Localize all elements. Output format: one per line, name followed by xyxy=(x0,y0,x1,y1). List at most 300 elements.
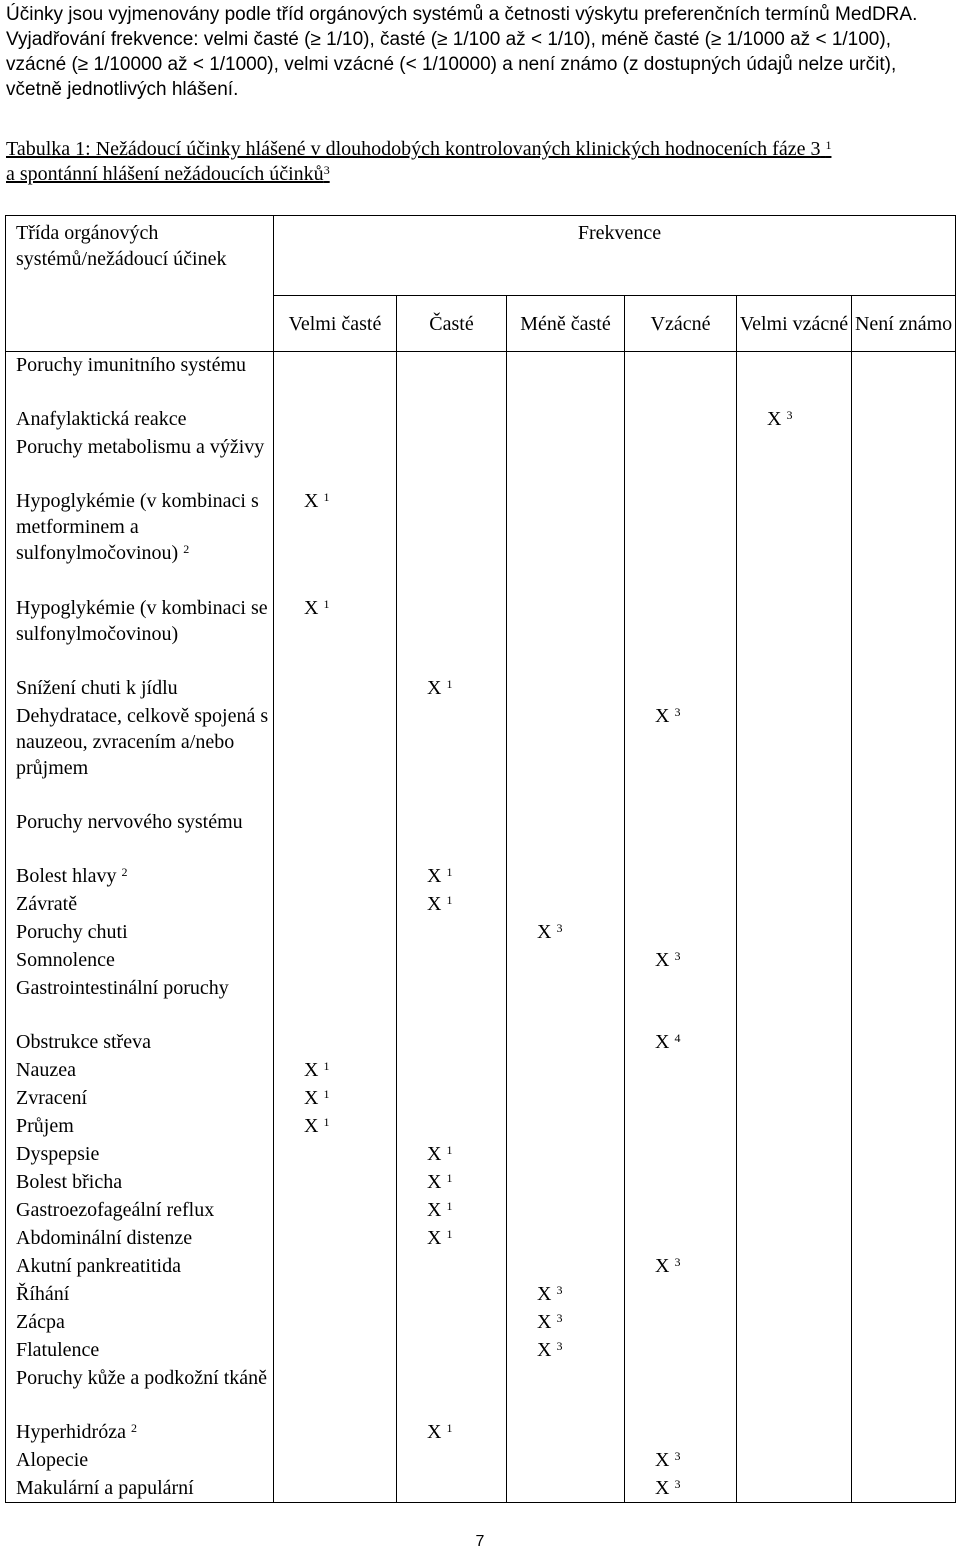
frequency-cell xyxy=(507,1169,625,1197)
frequency-cell xyxy=(852,1309,956,1337)
adverse-event-label xyxy=(6,488,274,595)
frequency-cell xyxy=(397,1169,507,1197)
frequency-cell xyxy=(274,1141,397,1169)
row-label-text: Dehydratace, celkově spojená s nauzeou, zvracením a/nebo průjmem xyxy=(16,704,269,779)
soc-label xyxy=(6,975,274,1029)
frequency-cell xyxy=(625,1197,737,1225)
row-label-text: Hypoglykémie (v kombinaci se sulfonylmočovinou) xyxy=(16,596,268,645)
mark-text: X xyxy=(304,489,319,512)
frequency-cell xyxy=(852,891,956,919)
frequency-cell xyxy=(507,1365,625,1419)
frequency-cell xyxy=(507,1281,625,1309)
frequency-header: Frekvence xyxy=(274,216,956,296)
row-label-text: Bolest hlavy xyxy=(16,864,117,887)
frequency-cell xyxy=(737,891,852,919)
frequency-cell xyxy=(274,1365,397,1419)
frequency-cell xyxy=(852,1475,956,1503)
frequency-cell xyxy=(507,809,625,863)
frequency-cell xyxy=(852,675,956,703)
row-label-text: Hypoglykémie (v kombinaci s metforminem a sulfonylmočovinou) xyxy=(16,489,259,564)
frequency-cell xyxy=(737,1113,852,1141)
table-row xyxy=(6,1169,956,1197)
frequency-cell xyxy=(625,434,737,488)
frequency-cell xyxy=(737,1337,852,1365)
frequency-cell xyxy=(507,1447,625,1475)
frequency-cell xyxy=(625,703,737,809)
frequency-cell xyxy=(737,1197,852,1225)
frequency-cell xyxy=(852,1197,956,1225)
frequency-cell xyxy=(274,863,397,891)
soc-row xyxy=(6,352,956,406)
frequency-cell xyxy=(852,919,956,947)
frequency-cell xyxy=(625,975,737,1029)
mark-text: X xyxy=(537,1338,552,1361)
soc-row xyxy=(6,434,956,488)
frequency-mark xyxy=(397,1141,452,1167)
mark-text: X xyxy=(304,1114,319,1137)
frequency-mark xyxy=(397,863,452,889)
mark-text: X xyxy=(655,948,670,971)
table-row xyxy=(6,947,956,975)
mark-footnote: 1 xyxy=(446,676,453,691)
frequency-cell xyxy=(274,1253,397,1281)
frequency-cell xyxy=(507,406,625,434)
frequency-cell xyxy=(397,406,507,434)
frequency-cell xyxy=(507,1337,625,1365)
frequency-cell xyxy=(274,809,397,863)
adverse-event-label xyxy=(6,1447,274,1475)
frequency-mark xyxy=(274,1113,329,1139)
mark-text: X xyxy=(655,1030,670,1053)
frequency-cell xyxy=(397,809,507,863)
frequency-cell xyxy=(507,947,625,975)
adverse-event-label xyxy=(6,1309,274,1337)
frequency-cell xyxy=(397,1475,507,1503)
adverse-event-label xyxy=(6,863,274,891)
frequency-cell xyxy=(625,1141,737,1169)
frequency-cell xyxy=(274,1225,397,1253)
frequency-cell xyxy=(852,1029,956,1057)
table-row xyxy=(6,1141,956,1169)
label-footnote: 2 xyxy=(130,1420,137,1435)
table-row xyxy=(6,1029,956,1057)
frequency-cell xyxy=(852,1113,956,1141)
frequency-cell xyxy=(737,975,852,1029)
frequency-cell xyxy=(274,1309,397,1337)
frequency-mark xyxy=(274,595,329,621)
mark-text: X xyxy=(427,1198,442,1221)
frequency-mark xyxy=(507,1337,562,1363)
frequency-cell xyxy=(274,919,397,947)
mark-footnote: 1 xyxy=(446,1420,453,1435)
frequency-cell xyxy=(625,947,737,975)
frequency-mark xyxy=(507,1281,562,1307)
frequency-cell xyxy=(274,434,397,488)
frequency-cell xyxy=(397,352,507,406)
frequency-cell xyxy=(852,947,956,975)
table-row xyxy=(6,1197,956,1225)
table-row xyxy=(6,406,956,434)
frequency-cell xyxy=(737,1029,852,1057)
row-label-text: Poruchy nervového systému xyxy=(16,810,243,833)
frequency-cell xyxy=(507,1029,625,1057)
frequency-cell xyxy=(852,1169,956,1197)
frequency-mark xyxy=(397,891,452,917)
frequency-cell xyxy=(625,595,737,675)
table-row xyxy=(6,1475,956,1503)
mark-footnote: 1 xyxy=(446,1198,453,1213)
frequency-cell xyxy=(625,1085,737,1113)
frequency-cell xyxy=(274,352,397,406)
mark-footnote: 3 xyxy=(674,1476,681,1491)
row-label-text: Akutní pankreatitida xyxy=(16,1254,181,1277)
frequency-mark xyxy=(507,1309,562,1335)
frequency-cell xyxy=(625,1253,737,1281)
frequency-cell xyxy=(274,1197,397,1225)
frequency-cell xyxy=(507,1057,625,1085)
table-row xyxy=(6,675,956,703)
frequency-cell xyxy=(507,1113,625,1141)
adverse-event-label xyxy=(6,406,274,434)
frequency-cell xyxy=(507,352,625,406)
soc-row xyxy=(6,1365,956,1419)
frequency-mark xyxy=(274,1057,329,1083)
mark-footnote: 1 xyxy=(323,489,330,504)
mark-footnote: 3 xyxy=(556,1310,563,1325)
frequency-cell xyxy=(737,1085,852,1113)
frequency-cell xyxy=(397,975,507,1029)
mark-text: X xyxy=(655,704,670,727)
frequency-cell xyxy=(397,1309,507,1337)
frequency-cell xyxy=(737,1419,852,1447)
row-label-text: Gastrointestinální poruchy xyxy=(16,976,229,999)
mark-footnote: 1 xyxy=(323,596,330,611)
adverse-event-label xyxy=(6,675,274,703)
frequency-column-header: Není známo xyxy=(852,296,956,352)
adverse-event-label xyxy=(6,1337,274,1365)
frequency-mark xyxy=(625,947,680,973)
frequency-cell xyxy=(737,675,852,703)
row-label-text: Snížení chuti k jídlu xyxy=(16,676,178,699)
frequency-cell xyxy=(507,1225,625,1253)
frequency-column-header: Velmi časté xyxy=(274,296,397,352)
row-label-text: Flatulence xyxy=(16,1338,100,1361)
frequency-cell xyxy=(737,809,852,863)
frequency-cell xyxy=(274,1281,397,1309)
mark-footnote: 1 xyxy=(323,1058,330,1073)
frequency-cell xyxy=(737,947,852,975)
frequency-cell xyxy=(507,863,625,891)
adverse-events-table xyxy=(5,215,956,1503)
adverse-event-label xyxy=(6,919,274,947)
table-row xyxy=(6,488,956,595)
frequency-cell xyxy=(397,1447,507,1475)
frequency-cell xyxy=(625,1169,737,1197)
caption-text-2: a spontánní hlášení nežádoucích účinků xyxy=(6,163,324,185)
frequency-cell xyxy=(274,1085,397,1113)
mark-text: X xyxy=(537,1310,552,1333)
adverse-event-label xyxy=(6,1225,274,1253)
table-row xyxy=(6,1057,956,1085)
adverse-event-label xyxy=(6,1475,274,1503)
frequency-cell xyxy=(397,1085,507,1113)
frequency-cell xyxy=(274,1113,397,1141)
row-label-text: Alopecie xyxy=(16,1448,89,1471)
frequency-cell xyxy=(397,1365,507,1419)
frequency-cell xyxy=(737,1141,852,1169)
frequency-cell xyxy=(625,919,737,947)
label-footnote: 2 xyxy=(183,541,190,556)
mark-footnote: 1 xyxy=(323,1086,330,1101)
frequency-cell xyxy=(852,1419,956,1447)
mark-text: X xyxy=(655,1254,670,1277)
frequency-cell xyxy=(852,1085,956,1113)
frequency-cell xyxy=(625,1309,737,1337)
table-row xyxy=(6,1447,956,1475)
frequency-cell xyxy=(397,891,507,919)
frequency-cell xyxy=(852,1447,956,1475)
frequency-cell xyxy=(274,975,397,1029)
frequency-cell xyxy=(737,1225,852,1253)
frequency-mark xyxy=(397,1169,452,1195)
frequency-cell xyxy=(852,1225,956,1253)
frequency-cell xyxy=(852,1365,956,1419)
frequency-cell xyxy=(507,675,625,703)
row-label-text: Makulární a papulární xyxy=(16,1476,194,1499)
frequency-cell xyxy=(274,1169,397,1197)
frequency-cell xyxy=(397,1281,507,1309)
frequency-cell xyxy=(625,1113,737,1141)
row-label-text: Nauzea xyxy=(16,1058,76,1081)
adverse-event-label xyxy=(6,1419,274,1447)
row-label-text: Somnolence xyxy=(16,948,115,971)
frequency-cell xyxy=(852,352,956,406)
row-label-text: Poruchy kůže a podkožní tkáně xyxy=(16,1366,268,1389)
frequency-mark xyxy=(625,1253,680,1279)
frequency-cell xyxy=(397,1113,507,1141)
frequency-cell xyxy=(852,863,956,891)
frequency-mark xyxy=(397,1225,452,1251)
mark-text: X xyxy=(427,864,442,887)
frequency-cell xyxy=(507,975,625,1029)
frequency-cell xyxy=(737,406,852,434)
frequency-cell xyxy=(625,488,737,595)
table-row xyxy=(6,1419,956,1447)
adverse-event-label xyxy=(6,1057,274,1085)
frequency-cell xyxy=(397,703,507,809)
frequency-cell xyxy=(397,488,507,595)
frequency-mark xyxy=(274,1085,329,1111)
row-label-text: Poruchy chuti xyxy=(16,920,128,943)
table-row xyxy=(6,1113,956,1141)
table-row xyxy=(6,1281,956,1309)
frequency-cell xyxy=(507,1141,625,1169)
frequency-cell xyxy=(737,1057,852,1085)
row-label-text: Gastroezofageální reflux xyxy=(16,1198,215,1221)
frequency-cell xyxy=(397,675,507,703)
table-row xyxy=(6,1085,956,1113)
row-label-text: Poruchy metabolismu a výživy xyxy=(16,435,265,458)
adverse-event-label xyxy=(6,1113,274,1141)
frequency-cell xyxy=(507,1197,625,1225)
table-row xyxy=(6,1225,956,1253)
frequency-cell xyxy=(507,434,625,488)
frequency-cell xyxy=(507,891,625,919)
frequency-cell xyxy=(852,809,956,863)
soc-label xyxy=(6,434,274,488)
frequency-cell xyxy=(274,1475,397,1503)
frequency-cell xyxy=(852,434,956,488)
frequency-cell xyxy=(852,595,956,675)
mark-text: X xyxy=(427,676,442,699)
mark-footnote: 1 xyxy=(446,892,453,907)
frequency-cell xyxy=(397,595,507,675)
frequency-cell xyxy=(507,919,625,947)
mark-footnote: 3 xyxy=(674,1448,681,1463)
frequency-cell xyxy=(625,406,737,434)
frequency-cell xyxy=(397,434,507,488)
row-label-text: Poruchy imunitního systému xyxy=(16,354,246,376)
adverse-event-label xyxy=(6,891,274,919)
mark-footnote: 1 xyxy=(446,864,453,879)
row-label-text: Hyperhidróza xyxy=(16,1420,126,1443)
frequency-cell xyxy=(274,1029,397,1057)
frequency-cell xyxy=(397,863,507,891)
frequency-cell xyxy=(625,1029,737,1057)
frequency-cell xyxy=(737,1169,852,1197)
frequency-cell xyxy=(397,1197,507,1225)
row-label-text: Průjem xyxy=(16,1114,74,1137)
row-label-text: Zvracení xyxy=(16,1086,88,1109)
soc-label xyxy=(6,352,274,406)
adverse-event-label xyxy=(6,1197,274,1225)
frequency-cell xyxy=(625,1475,737,1503)
soc-label xyxy=(6,1365,274,1419)
table-row xyxy=(6,919,956,947)
frequency-mark xyxy=(737,406,792,432)
adverse-event-label xyxy=(6,1085,274,1113)
caption-text-1: Tabulka 1: Nežádoucí účinky hlášené v dlouhodobých kontrolovaných klinických hodnoceních fáze 3 xyxy=(6,138,821,160)
mark-text: X xyxy=(767,407,782,430)
frequency-cell xyxy=(737,1281,852,1309)
frequency-cell xyxy=(274,488,397,595)
frequency-cell xyxy=(274,675,397,703)
mark-footnote: 1 xyxy=(446,1226,453,1241)
adverse-event-label xyxy=(6,1169,274,1197)
intro-paragraph: Účinky jsou vyjmenovány podle tříd orgánových systémů a četnosti výskytu preferenčních termínů MedDRA. Vyjadřování frekvence: velmi časté (≥ 1/10), časté (≥ 1/100 až < 1/10), méně časté (≥ 1/1000 až < 1/100), vzácné (≥ 1/10000 až < 1/1000), velmi vzácné (< 1/10000) a není známo (z dostupných údajů nelze určit), včetně jednotlivých hlášení. xyxy=(6,4,918,100)
row-label-text: Závratě xyxy=(16,892,78,915)
frequency-cell xyxy=(737,352,852,406)
adverse-event-label xyxy=(6,1253,274,1281)
table-caption xyxy=(6,137,956,187)
mark-text: X xyxy=(537,920,552,943)
row-label-text: Říhání xyxy=(16,1282,70,1305)
mark-footnote: 3 xyxy=(786,407,793,422)
frequency-cell xyxy=(274,1419,397,1447)
frequency-cell xyxy=(852,975,956,1029)
mark-footnote: 1 xyxy=(446,1142,453,1157)
frequency-cell xyxy=(852,1337,956,1365)
frequency-cell xyxy=(852,703,956,809)
soc-label xyxy=(6,809,274,863)
frequency-cell xyxy=(852,1253,956,1281)
caption-sup-2: 3 xyxy=(323,163,330,177)
table-row xyxy=(6,863,956,891)
frequency-cell xyxy=(737,863,852,891)
row-label-text: Abdominální distenze xyxy=(16,1226,193,1249)
frequency-cell xyxy=(507,1253,625,1281)
frequency-column-header: Méně časté xyxy=(507,296,625,352)
frequency-cell xyxy=(507,1085,625,1113)
frequency-cell xyxy=(397,1419,507,1447)
frequency-cell xyxy=(625,352,737,406)
frequency-cell xyxy=(507,1475,625,1503)
frequency-mark xyxy=(625,1447,680,1473)
frequency-cell xyxy=(625,1365,737,1419)
mark-text: X xyxy=(427,1420,442,1443)
frequency-cell xyxy=(852,1141,956,1169)
mark-text: X xyxy=(655,1476,670,1499)
frequency-cell xyxy=(737,703,852,809)
frequency-cell xyxy=(274,1057,397,1085)
table-row xyxy=(6,1253,956,1281)
adverse-event-label xyxy=(6,947,274,975)
frequency-cell xyxy=(274,1447,397,1475)
mark-text: X xyxy=(427,1170,442,1193)
label-footnote: 2 xyxy=(121,864,128,879)
table-row xyxy=(6,891,956,919)
frequency-mark xyxy=(507,919,562,945)
mark-text: X xyxy=(304,596,319,619)
mark-footnote: 4 xyxy=(674,1030,681,1045)
frequency-cell xyxy=(274,891,397,919)
frequency-cell xyxy=(507,488,625,595)
frequency-cell xyxy=(507,1309,625,1337)
mark-footnote: 3 xyxy=(556,1282,563,1297)
frequency-mark xyxy=(625,703,680,729)
frequency-cell xyxy=(274,947,397,975)
row-label-text: Bolest břicha xyxy=(16,1170,123,1193)
frequency-cell xyxy=(737,434,852,488)
frequency-cell xyxy=(625,1057,737,1085)
frequency-cell xyxy=(625,1225,737,1253)
frequency-cell xyxy=(397,1141,507,1169)
mark-footnote: 3 xyxy=(674,948,681,963)
frequency-mark xyxy=(397,1419,452,1445)
frequency-cell xyxy=(852,1057,956,1085)
frequency-cell xyxy=(737,1447,852,1475)
frequency-cell xyxy=(737,595,852,675)
frequency-cell xyxy=(274,1337,397,1365)
adverse-event-label xyxy=(6,595,274,675)
mark-text: X xyxy=(537,1282,552,1305)
mark-text: X xyxy=(304,1058,319,1081)
frequency-cell xyxy=(507,1419,625,1447)
frequency-column-header: Vzácné xyxy=(625,296,737,352)
frequency-cell xyxy=(625,863,737,891)
frequency-mark xyxy=(625,1475,680,1501)
mark-text: X xyxy=(655,1448,670,1471)
frequency-mark xyxy=(397,1197,452,1223)
mark-text: X xyxy=(304,1086,319,1109)
frequency-cell xyxy=(397,919,507,947)
frequency-cell xyxy=(625,675,737,703)
table-row xyxy=(6,1309,956,1337)
mark-footnote: 3 xyxy=(556,1338,563,1353)
row-label-text: Anafylaktická reakce xyxy=(16,407,187,430)
soc-row xyxy=(6,975,956,1029)
frequency-cell xyxy=(737,1309,852,1337)
